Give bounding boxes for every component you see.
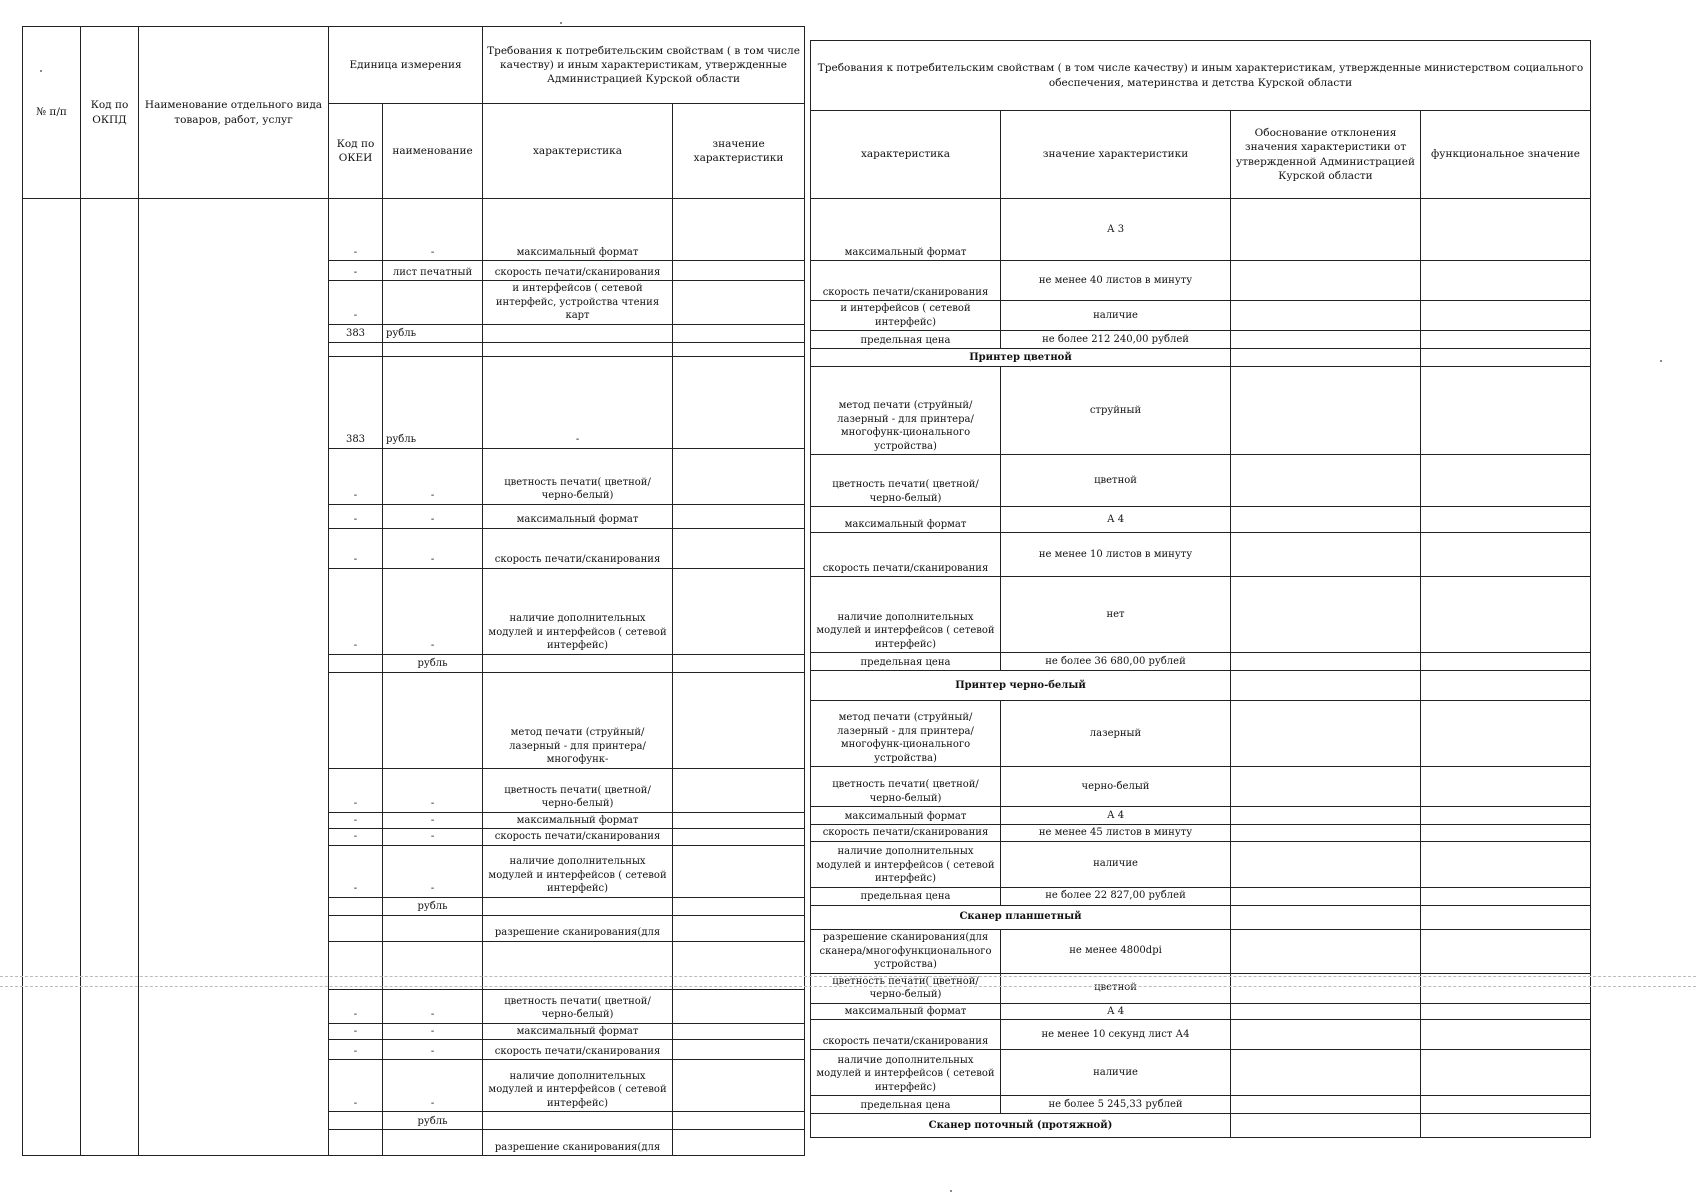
unit-code-cell bbox=[329, 654, 383, 672]
justification-cell bbox=[1231, 199, 1421, 261]
col-req-admin-header: Требования к потребительским свойствам ( в том числе качеству) и иным характеристикам, утвержденные Администрацией Курской области bbox=[483, 27, 805, 104]
justification-cell bbox=[1231, 671, 1421, 701]
functional-cell bbox=[1421, 929, 1591, 973]
justification-cell bbox=[1231, 331, 1421, 349]
col-r-characteristic-header: характеристика bbox=[811, 111, 1001, 199]
right-table-row bbox=[811, 455, 1591, 507]
right-table-row bbox=[811, 331, 1591, 349]
characteristic-cell bbox=[483, 654, 673, 672]
right-table-row bbox=[811, 367, 1591, 455]
unit-name-cell: - bbox=[383, 1060, 483, 1112]
char-value-cell bbox=[673, 1023, 805, 1040]
characteristic-cell: наличие дополнительных модулей и интерфейсов ( сетевой интерфейс) bbox=[811, 841, 1001, 887]
unit-name-cell: лист печатный bbox=[383, 261, 483, 281]
unit-name-cell: - bbox=[383, 812, 483, 829]
char-value-cell: не менее 10 листов в минуту bbox=[1001, 533, 1231, 577]
char-value-cell: струйный bbox=[1001, 367, 1231, 455]
characteristic-cell bbox=[483, 941, 673, 989]
char-value-cell: А 4 bbox=[1001, 807, 1231, 825]
characteristic-cell: разрешение сканирования(для bbox=[483, 1130, 673, 1156]
unit-code-cell bbox=[329, 941, 383, 989]
justification-cell bbox=[1231, 1114, 1421, 1138]
char-value-cell bbox=[673, 448, 805, 504]
characteristic-cell: разрешение сканирования(для bbox=[483, 915, 673, 941]
section-title: Принтер черно-белый bbox=[811, 671, 1231, 701]
char-value-cell bbox=[673, 281, 805, 325]
justification-cell bbox=[1231, 533, 1421, 577]
right-table-row bbox=[811, 1020, 1591, 1050]
unit-name-cell: - bbox=[383, 989, 483, 1023]
characteristic-cell: скорость печати/сканирования bbox=[811, 825, 1001, 842]
justification-cell bbox=[1231, 767, 1421, 807]
char-value-cell: наличие bbox=[1001, 1050, 1231, 1096]
char-value-cell bbox=[673, 768, 805, 812]
char-value-cell: А 3 bbox=[1001, 199, 1231, 261]
justification-cell bbox=[1231, 807, 1421, 825]
right-table-row bbox=[811, 701, 1591, 767]
char-value-cell: не более 5 245,33 рублей bbox=[1001, 1096, 1231, 1114]
functional-cell bbox=[1421, 653, 1591, 671]
section-row bbox=[811, 349, 1591, 367]
unit-name-cell: - bbox=[383, 1040, 483, 1060]
justification-cell bbox=[1231, 701, 1421, 767]
unit-name-cell: рубль bbox=[383, 1112, 483, 1130]
right-table-row bbox=[811, 577, 1591, 653]
unit-name-cell: рубль bbox=[383, 897, 483, 915]
char-value-cell bbox=[673, 941, 805, 989]
characteristic-cell: скорость печати/сканирования bbox=[483, 261, 673, 281]
col-okpd-header: Код по ОКПД bbox=[81, 27, 139, 199]
char-value-cell: не менее 4800dpi bbox=[1001, 929, 1231, 973]
char-value-cell bbox=[673, 812, 805, 829]
char-value-cell bbox=[673, 1112, 805, 1130]
char-value-cell: лазерный bbox=[1001, 701, 1231, 767]
scan-speck bbox=[40, 70, 42, 72]
justification-cell bbox=[1231, 887, 1421, 905]
justification-cell bbox=[1231, 1096, 1421, 1114]
char-value-cell bbox=[673, 1060, 805, 1112]
char-value-cell bbox=[673, 504, 805, 528]
justification-cell bbox=[1231, 1003, 1421, 1020]
characteristic-cell: максимальный формат bbox=[483, 1023, 673, 1040]
section-title: Принтер цветной bbox=[811, 349, 1231, 367]
justification-cell bbox=[1231, 973, 1421, 1003]
justification-cell bbox=[1231, 455, 1421, 507]
characteristic-cell bbox=[483, 342, 673, 356]
functional-cell bbox=[1421, 1020, 1591, 1050]
char-value-cell bbox=[673, 989, 805, 1023]
section-row bbox=[811, 905, 1591, 929]
char-value-cell bbox=[673, 199, 805, 261]
characteristic-cell: и интерфейсов ( сетевой интерфейс, устройства чтения карт bbox=[483, 281, 673, 325]
unit-code-cell: - bbox=[329, 1060, 383, 1112]
characteristic-cell: разрешение сканирования(для сканера/многофункционального устройства) bbox=[811, 929, 1001, 973]
characteristic-cell: скорость печати/сканирования bbox=[811, 261, 1001, 301]
right-table-row bbox=[811, 507, 1591, 533]
section-title: Сканер планшетный bbox=[811, 905, 1231, 929]
unit-code-cell: - bbox=[329, 1040, 383, 1060]
functional-cell bbox=[1421, 905, 1591, 929]
unit-name-cell bbox=[383, 281, 483, 325]
unit-code-cell: 383 bbox=[329, 324, 383, 342]
characteristic-cell: метод печати (струйный/лазерный - для принтера/многофунк- bbox=[483, 672, 673, 768]
char-value-cell bbox=[673, 672, 805, 768]
unit-code-cell: - bbox=[329, 528, 383, 568]
functional-cell bbox=[1421, 807, 1591, 825]
unit-code-cell: - bbox=[329, 504, 383, 528]
char-value-cell bbox=[673, 356, 805, 448]
characteristic-cell: максимальный формат bbox=[483, 199, 673, 261]
unit-name-cell: рубль bbox=[383, 654, 483, 672]
right-table-row bbox=[811, 653, 1591, 671]
justification-cell bbox=[1231, 1050, 1421, 1096]
functional-cell bbox=[1421, 671, 1591, 701]
char-value-cell: не менее 10 секунд лист А4 bbox=[1001, 1020, 1231, 1050]
col-unit-header: Единица измерения bbox=[329, 27, 483, 104]
unit-code-cell: 383 bbox=[329, 356, 383, 448]
characteristic-cell: предельная цена bbox=[811, 887, 1001, 905]
char-value-cell bbox=[673, 829, 805, 846]
characteristic-cell: максимальный формат bbox=[483, 504, 673, 528]
unit-code-cell: - bbox=[329, 768, 383, 812]
col-req-ministry-header: Требования к потребительским свойствам ( в том числе качеству) и иным характеристикам, утвержденные министерством социального обеспечения, материнства и детства Курской области bbox=[811, 41, 1591, 111]
justification-cell bbox=[1231, 367, 1421, 455]
justification-cell bbox=[1231, 301, 1421, 331]
unit-code-cell bbox=[329, 672, 383, 768]
char-value-cell: нет bbox=[1001, 577, 1231, 653]
characteristic-cell: скорость печати/сканирования bbox=[811, 533, 1001, 577]
characteristic-cell: предельная цена bbox=[811, 653, 1001, 671]
unit-name-cell: - bbox=[383, 845, 483, 897]
functional-cell bbox=[1421, 1003, 1591, 1020]
justification-cell bbox=[1231, 905, 1421, 929]
functional-cell bbox=[1421, 533, 1591, 577]
characteristic-cell: наличие дополнительных модулей и интерфейсов ( сетевой интерфейс) bbox=[483, 1060, 673, 1112]
unit-code-cell bbox=[329, 1130, 383, 1156]
char-value-cell: не более 212 240,00 рублей bbox=[1001, 331, 1231, 349]
scan-artifact-line bbox=[0, 976, 1696, 977]
characteristic-cell: скорость печати/сканирования bbox=[811, 1020, 1001, 1050]
char-value-cell bbox=[673, 845, 805, 897]
characteristic-cell: максимальный формат bbox=[811, 1003, 1001, 1020]
okpd-cell bbox=[81, 199, 139, 1156]
characteristic-cell: цветность печати( цветной/ черно-белый) bbox=[811, 973, 1001, 1003]
characteristic-cell bbox=[483, 897, 673, 915]
right-table-row bbox=[811, 1050, 1591, 1096]
right-table-row bbox=[811, 1096, 1591, 1114]
char-value-cell bbox=[673, 654, 805, 672]
characteristic-cell: метод печати (струйный/лазерный - для принтера/многофунк-ционального устройства) bbox=[811, 701, 1001, 767]
unit-name-cell bbox=[383, 342, 483, 356]
char-value-cell: цветной bbox=[1001, 973, 1231, 1003]
col-num-header: № п/п bbox=[23, 27, 81, 199]
functional-cell bbox=[1421, 577, 1591, 653]
characteristic-cell bbox=[483, 324, 673, 342]
characteristic-cell: максимальный формат bbox=[483, 812, 673, 829]
characteristic-cell: наличие дополнительных модулей и интерфейсов ( сетевой интерфейс) bbox=[811, 1050, 1001, 1096]
unit-name-cell: - bbox=[383, 1023, 483, 1040]
functional-cell bbox=[1421, 507, 1591, 533]
char-value-cell: цветной bbox=[1001, 455, 1231, 507]
justification-cell bbox=[1231, 841, 1421, 887]
unit-name-cell: - bbox=[383, 504, 483, 528]
characteristic-cell bbox=[483, 1112, 673, 1130]
characteristic-cell: предельная цена bbox=[811, 1096, 1001, 1114]
functional-cell bbox=[1421, 1114, 1591, 1138]
justification-cell bbox=[1231, 653, 1421, 671]
right-table-row bbox=[811, 261, 1591, 301]
unit-code-cell: - bbox=[329, 568, 383, 654]
unit-code-cell: - bbox=[329, 812, 383, 829]
col-characteristic-header: характеристика bbox=[483, 104, 673, 199]
characteristic-cell: цветность печати( цветной/ черно-белый) bbox=[483, 989, 673, 1023]
characteristic-cell: максимальный формат bbox=[811, 507, 1001, 533]
unit-code-cell bbox=[329, 897, 383, 915]
characteristic-cell: скорость печати/сканирования bbox=[483, 829, 673, 846]
unit-name-cell: - bbox=[383, 768, 483, 812]
unit-name-cell bbox=[383, 1130, 483, 1156]
unit-name-cell bbox=[383, 672, 483, 768]
characteristic-cell: наличие дополнительных модулей и интерфейсов ( сетевой интерфейс) bbox=[483, 845, 673, 897]
unit-name-cell bbox=[383, 941, 483, 989]
right-table-row bbox=[811, 767, 1591, 807]
unit-code-cell bbox=[329, 342, 383, 356]
unit-code-cell: - bbox=[329, 199, 383, 261]
char-value-cell bbox=[673, 528, 805, 568]
functional-cell bbox=[1421, 261, 1591, 301]
right-requirements-table bbox=[810, 40, 1591, 1138]
functional-cell bbox=[1421, 349, 1591, 367]
section-row bbox=[811, 1114, 1591, 1138]
functional-cell bbox=[1421, 455, 1591, 507]
unit-name-cell: - bbox=[383, 528, 483, 568]
col-r-char-value-header: значение характеристики bbox=[1001, 111, 1231, 199]
characteristic-cell: и интерфейсов ( сетевой интерфейс) bbox=[811, 301, 1001, 331]
functional-cell bbox=[1421, 973, 1591, 1003]
functional-cell bbox=[1421, 825, 1591, 842]
unit-code-cell bbox=[329, 915, 383, 941]
functional-cell bbox=[1421, 331, 1591, 349]
char-value-cell bbox=[673, 342, 805, 356]
unit-code-cell: - bbox=[329, 1023, 383, 1040]
functional-cell bbox=[1421, 1050, 1591, 1096]
scan-speck bbox=[1660, 360, 1662, 362]
char-value-cell: не менее 40 листов в минуту bbox=[1001, 261, 1231, 301]
functional-cell bbox=[1421, 199, 1591, 261]
right-table-row bbox=[811, 1003, 1591, 1020]
characteristic-cell: скорость печати/сканирования bbox=[483, 528, 673, 568]
char-value-cell bbox=[673, 261, 805, 281]
unit-code-cell bbox=[329, 1112, 383, 1130]
functional-cell bbox=[1421, 767, 1591, 807]
justification-cell bbox=[1231, 261, 1421, 301]
col-name-header: Наименование отдельного вида товаров, работ, услуг bbox=[139, 27, 329, 199]
right-table-row bbox=[811, 807, 1591, 825]
char-value-cell bbox=[673, 915, 805, 941]
characteristic-cell: цветность печати( цветной/ черно-белый) bbox=[811, 767, 1001, 807]
justification-cell bbox=[1231, 929, 1421, 973]
unit-name-cell: - bbox=[383, 448, 483, 504]
right-table-row bbox=[811, 841, 1591, 887]
char-value-cell: наличие bbox=[1001, 841, 1231, 887]
char-value-cell bbox=[673, 897, 805, 915]
unit-code-cell: - bbox=[329, 845, 383, 897]
char-value-cell bbox=[673, 1130, 805, 1156]
col-functional-header: функциональное значение bbox=[1421, 111, 1591, 199]
unit-code-cell: - bbox=[329, 261, 383, 281]
right-table-row bbox=[811, 301, 1591, 331]
characteristic-cell: скорость печати/сканирования bbox=[483, 1040, 673, 1060]
unit-name-cell bbox=[383, 915, 483, 941]
unit-code-cell: - bbox=[329, 448, 383, 504]
char-value-cell: не менее 45 листов в минуту bbox=[1001, 825, 1231, 842]
char-value-cell: не более 22 827,00 рублей bbox=[1001, 887, 1231, 905]
unit-code-cell: - bbox=[329, 829, 383, 846]
char-value-cell: А 4 bbox=[1001, 507, 1231, 533]
characteristic-cell: метод печати (струйный/лазерный - для принтера/многофунк-ционального устройства) bbox=[811, 367, 1001, 455]
characteristic-cell: - bbox=[483, 356, 673, 448]
scan-speck bbox=[950, 1190, 952, 1192]
functional-cell bbox=[1421, 1096, 1591, 1114]
characteristic-cell: цветность печати( цветной/ черно-белый) bbox=[483, 768, 673, 812]
characteristic-cell: предельная цена bbox=[811, 331, 1001, 349]
justification-cell bbox=[1231, 349, 1421, 367]
unit-code-cell: - bbox=[329, 989, 383, 1023]
unit-name-cell: - bbox=[383, 829, 483, 846]
col-char-value-header: значение характеристики bbox=[673, 104, 805, 199]
characteristic-cell: максимальный формат bbox=[811, 199, 1001, 261]
section-row bbox=[811, 671, 1591, 701]
col-justification-header: Обоснование отклонения значения характеристики от утвержденной Администрацией Курской области bbox=[1231, 111, 1421, 199]
num-cell bbox=[23, 199, 81, 1156]
characteristic-cell: наличие дополнительных модулей и интерфейсов ( сетевой интерфейс) bbox=[483, 568, 673, 654]
left-table-row bbox=[23, 199, 805, 261]
char-value-cell bbox=[673, 1040, 805, 1060]
char-value-cell: наличие bbox=[1001, 301, 1231, 331]
functional-cell bbox=[1421, 701, 1591, 767]
justification-cell bbox=[1231, 825, 1421, 842]
section-title: Сканер поточный (протяжной) bbox=[811, 1114, 1231, 1138]
scan-speck bbox=[560, 22, 562, 24]
characteristic-cell: цветность печати( цветной/ черно-белый) bbox=[483, 448, 673, 504]
justification-cell bbox=[1231, 507, 1421, 533]
functional-cell bbox=[1421, 841, 1591, 887]
characteristic-cell: наличие дополнительных модулей и интерфейсов ( сетевой интерфейс) bbox=[811, 577, 1001, 653]
char-value-cell bbox=[673, 324, 805, 342]
right-table-row bbox=[811, 929, 1591, 973]
justification-cell bbox=[1231, 577, 1421, 653]
char-value-cell bbox=[673, 568, 805, 654]
col-unit-code-header: Код по ОКЕИ bbox=[329, 104, 383, 199]
right-table-row bbox=[811, 199, 1591, 261]
unit-name-cell: рубль bbox=[383, 356, 483, 448]
functional-cell bbox=[1421, 367, 1591, 455]
unit-name-cell: рубль bbox=[383, 324, 483, 342]
right-table-row bbox=[811, 887, 1591, 905]
char-value-cell: не более 36 680,00 рублей bbox=[1001, 653, 1231, 671]
functional-cell bbox=[1421, 887, 1591, 905]
right-table-row bbox=[811, 533, 1591, 577]
characteristic-cell: цветность печати( цветной/ черно-белый) bbox=[811, 455, 1001, 507]
scan-artifact-line bbox=[0, 986, 1696, 987]
unit-name-cell: - bbox=[383, 199, 483, 261]
right-table-row bbox=[811, 825, 1591, 842]
right-table-row bbox=[811, 973, 1591, 1003]
justification-cell bbox=[1231, 1020, 1421, 1050]
characteristic-cell: максимальный формат bbox=[811, 807, 1001, 825]
char-value-cell: А 4 bbox=[1001, 1003, 1231, 1020]
col-unit-name-header: наименование bbox=[383, 104, 483, 199]
char-value-cell: черно-белый bbox=[1001, 767, 1231, 807]
unit-name-cell: - bbox=[383, 568, 483, 654]
functional-cell bbox=[1421, 301, 1591, 331]
unit-code-cell: - bbox=[329, 281, 383, 325]
name-cell bbox=[139, 199, 329, 1156]
